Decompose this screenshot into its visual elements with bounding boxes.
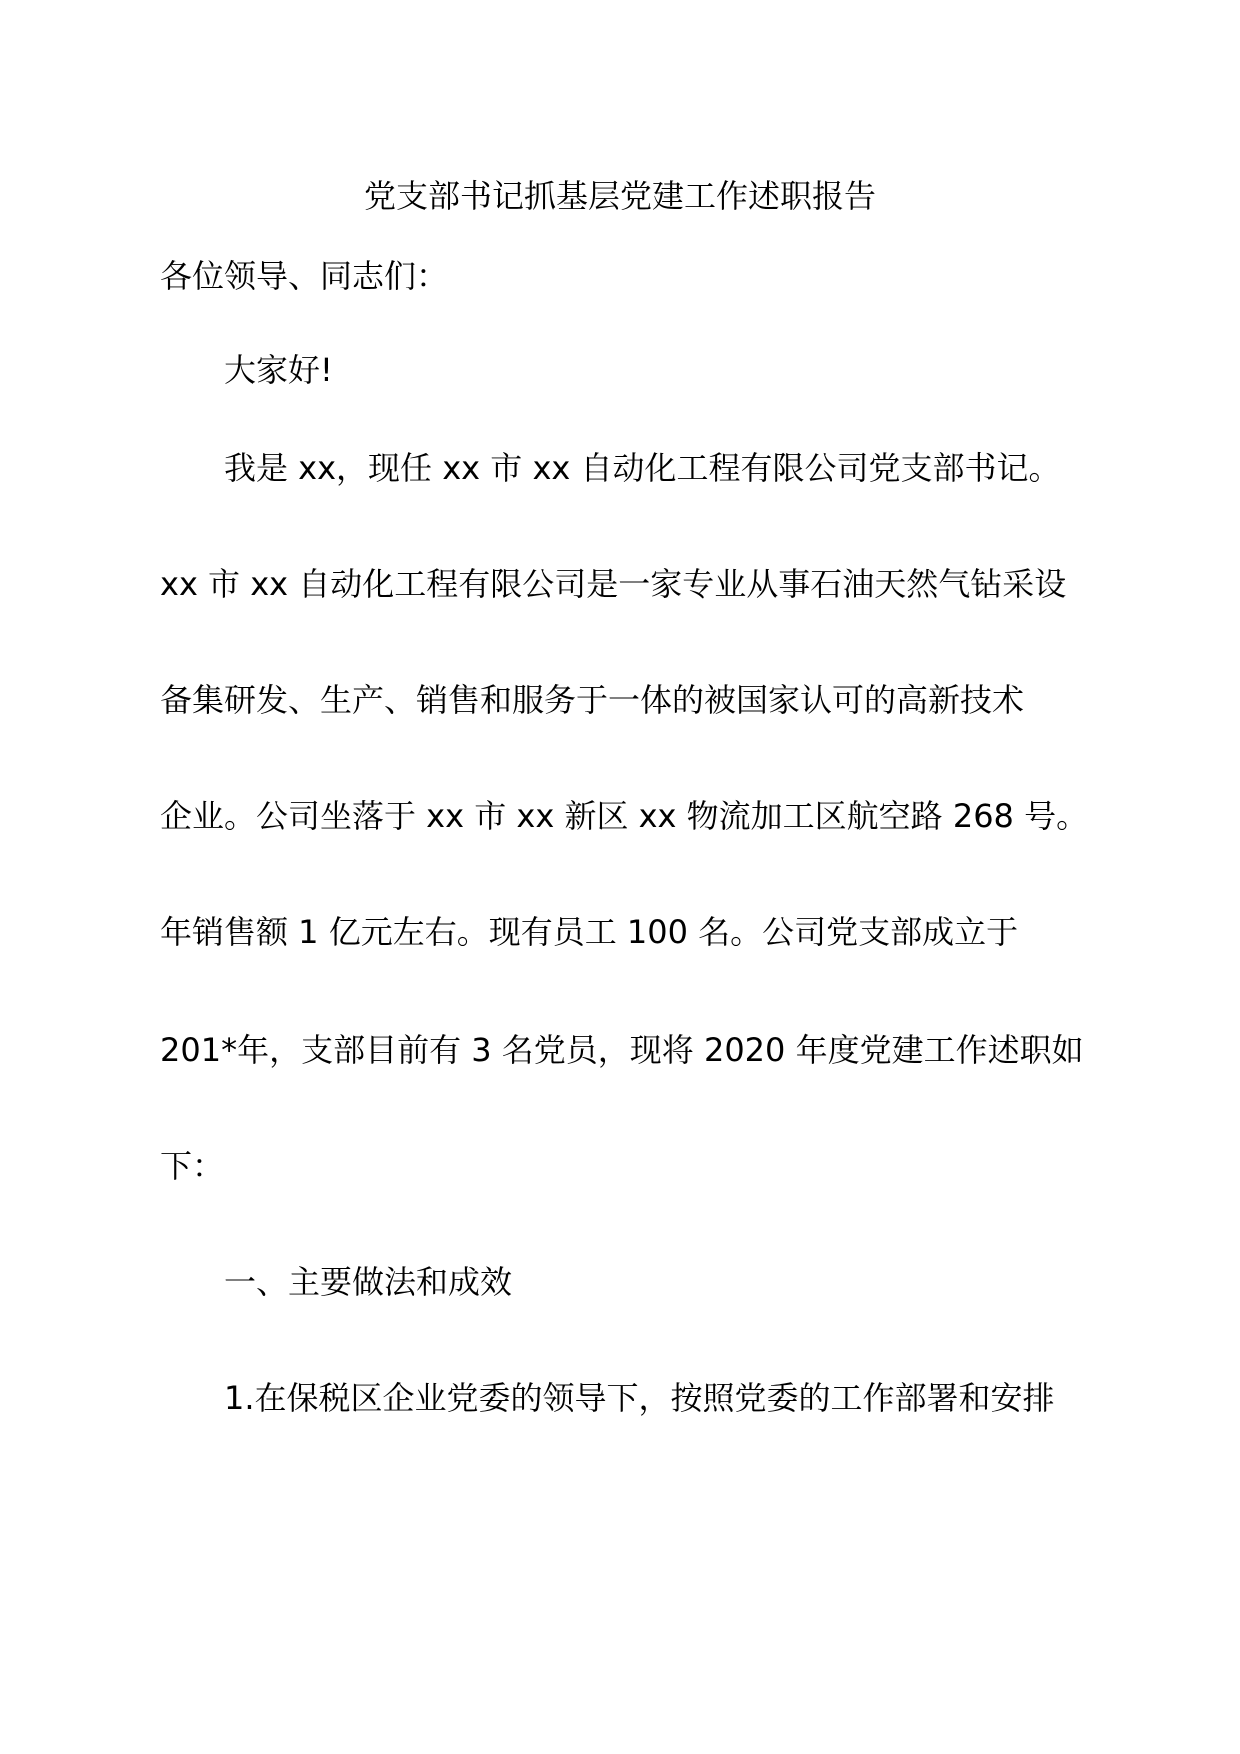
body-line-4: 企业。公司坐落于 xx 市 xx 新区 xx 物流加工区航空路 268 号。 — [160, 797, 1089, 835]
body-line-5: 年销售额 1 亿元左右。现有员工 100 名。公司党支部成立于 — [160, 913, 1019, 951]
body-line-1: 我是 xx，现任 xx 市 xx 自动化工程有限公司党支部书记。 — [224, 449, 1061, 487]
body-line-2: xx 市 xx 自动化工程有限公司是一家专业从事石油天然气钻采设 — [160, 565, 1067, 603]
salutation: 各位领导、同志们： — [160, 257, 449, 295]
item-1-text: 1.在保税区企业党委的领导下，按照党委的工作部署和安排 — [224, 1379, 1055, 1417]
body-line-3: 备集研发、生产、销售和服务于一体的被国家认可的高新技术 — [160, 681, 1025, 719]
section-heading: 一、主要做法和成效 — [224, 1263, 513, 1301]
document-title: 党支部书记抓基层党建工作述职报告 — [363, 177, 876, 215]
greeting: 大家好! — [224, 351, 333, 389]
body-line-6: 201*年，支部目前有 3 名党员，现将 2020 年度党建工作述职如 — [160, 1031, 1084, 1069]
body-line-7: 下： — [160, 1147, 225, 1185]
